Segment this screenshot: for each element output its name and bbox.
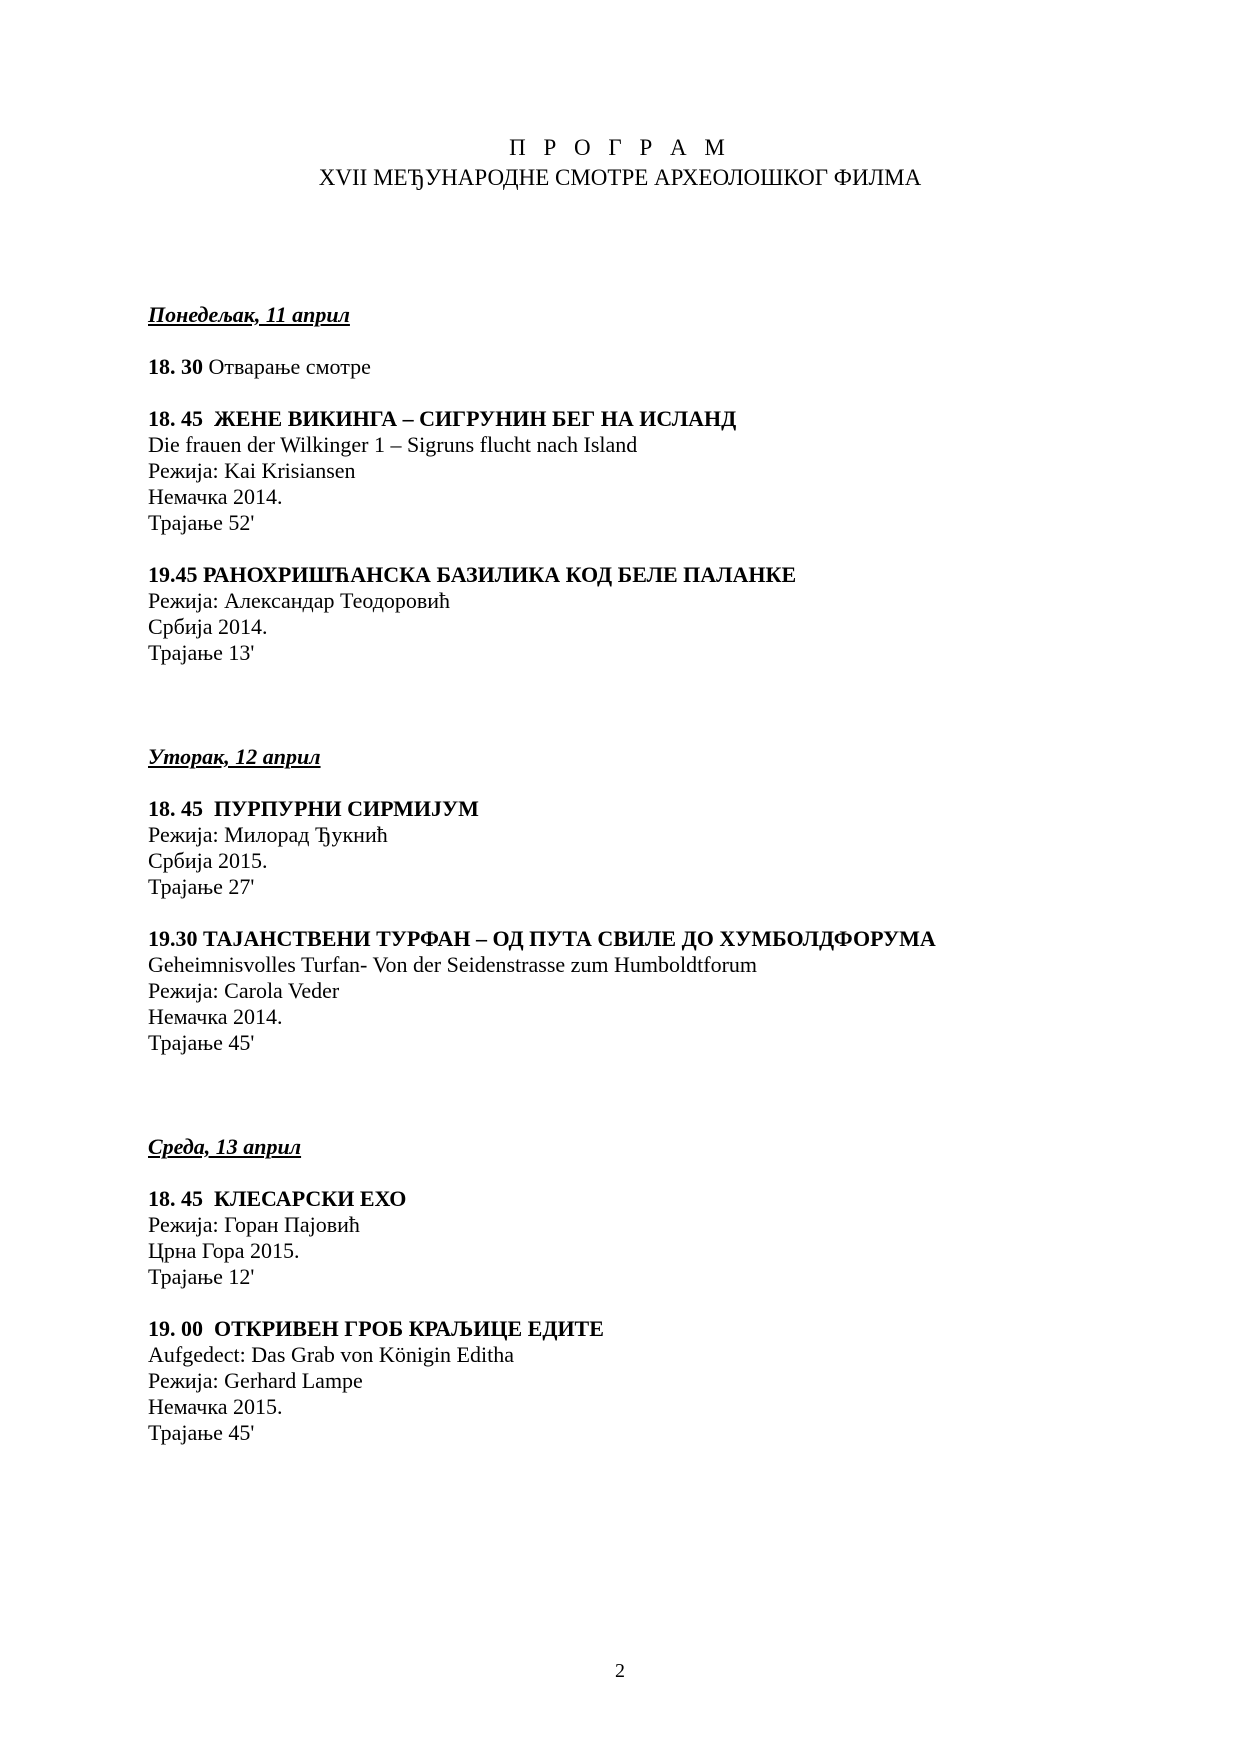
event-title: ОТКРИВЕН ГРОБ КРАЉИЦЕ ЕДИТЕ (214, 1316, 604, 1341)
event-time: 19. 00 (148, 1316, 203, 1341)
event-headline (148, 406, 1148, 432)
day-heading: Среда, 13 април (148, 1134, 302, 1159)
event-original-title: Die frauen der Wilkinger 1 – Sigruns flucht nach Island (148, 432, 638, 457)
day-section (148, 1134, 1148, 1446)
event-headline (148, 1186, 1148, 1212)
event-original-title: Aufgedect: Das Grab von Königin Editha (148, 1342, 514, 1367)
event-title: РАНОХРИШЋАНСКА БАЗИЛИКА КОД БЕЛЕ ПАЛАНКЕ (203, 562, 797, 587)
event-country-year: Црна Гора 2015. (148, 1238, 300, 1263)
event-time: 19.45 (148, 562, 198, 587)
event-entry (148, 796, 1148, 900)
event-headline (148, 354, 1148, 380)
document-title (0, 133, 1240, 193)
event-director: Режија: Александар Теодоровић (148, 588, 451, 613)
event-country-year: Србија 2014. (148, 614, 268, 639)
event-title: ЖЕНЕ ВИКИНГА – СИГРУНИН БЕГ НА ИСЛАНД (214, 406, 737, 431)
section-spacer (148, 1056, 1148, 1134)
page-number: 2 (615, 1660, 625, 1682)
event-country-year: Немачка 2014. (148, 484, 283, 509)
event-director: Режија: Carola Veder (148, 978, 340, 1003)
event-entry (148, 926, 1148, 1056)
event-headline (148, 562, 1148, 588)
event-director: Режија: Горан Пајовић (148, 1212, 360, 1237)
event-entry (148, 354, 1148, 380)
event-entry (148, 406, 1148, 536)
title-festival: XVII МЕЂУНАРОДНЕ СМОТРЕ АРХЕОЛОШКОГ ФИЛМА (318, 165, 922, 190)
event-director: Режија: Gerhard Lampe (148, 1368, 363, 1393)
event-time: 19.30 (148, 926, 198, 951)
event-entry (148, 1186, 1148, 1290)
event-country-year: Србија 2015. (148, 848, 268, 873)
event-director: Режија: Милорад Ђукнић (148, 822, 388, 847)
day-section (148, 302, 1148, 666)
event-duration: Трајање 12' (148, 1264, 255, 1289)
event-entry (148, 1316, 1148, 1446)
event-entry (148, 562, 1148, 666)
event-duration: Трајање 52' (148, 510, 255, 535)
event-title: КЛЕСАРСКИ ЕХО (214, 1186, 407, 1211)
event-title: ПУРПУРНИ СИРМИЈУМ (214, 796, 479, 821)
event-director: Режија: Kai Krisiansen (148, 458, 356, 483)
title-program: П Р О Г Р А М (509, 135, 731, 160)
event-time: 18. 30 (148, 354, 203, 379)
event-duration: Трајање 45' (148, 1420, 255, 1445)
event-time: 18. 45 (148, 1186, 203, 1211)
section-spacer (148, 666, 1148, 744)
day-section (148, 744, 1148, 1056)
event-headline (148, 1316, 1148, 1342)
event-title: ТАЈАНСТВЕНИ ТУРФАН – ОД ПУТА СВИЛЕ ДО ХУМБОЛДФОРУМА (203, 926, 936, 951)
event-duration: Трајање 27' (148, 874, 255, 899)
event-country-year: Немачка 2015. (148, 1394, 283, 1419)
day-heading: Понедељак, 11 април (148, 302, 350, 327)
event-original-title: Geheimnisvolles Turfan- Von der Seidenstrasse zum Humboldtforum (148, 952, 758, 977)
day-heading: Уторак, 12 април (148, 744, 321, 769)
event-time: 18. 45 (148, 406, 203, 431)
event-note: Отварање смотре (208, 354, 371, 379)
event-duration: Трајање 13' (148, 640, 255, 665)
event-headline (148, 926, 1148, 952)
event-duration: Трајање 45' (148, 1030, 255, 1055)
event-headline (148, 796, 1148, 822)
event-time: 18. 45 (148, 796, 203, 821)
event-country-year: Немачка 2014. (148, 1004, 283, 1029)
program-schedule (148, 302, 1148, 1446)
